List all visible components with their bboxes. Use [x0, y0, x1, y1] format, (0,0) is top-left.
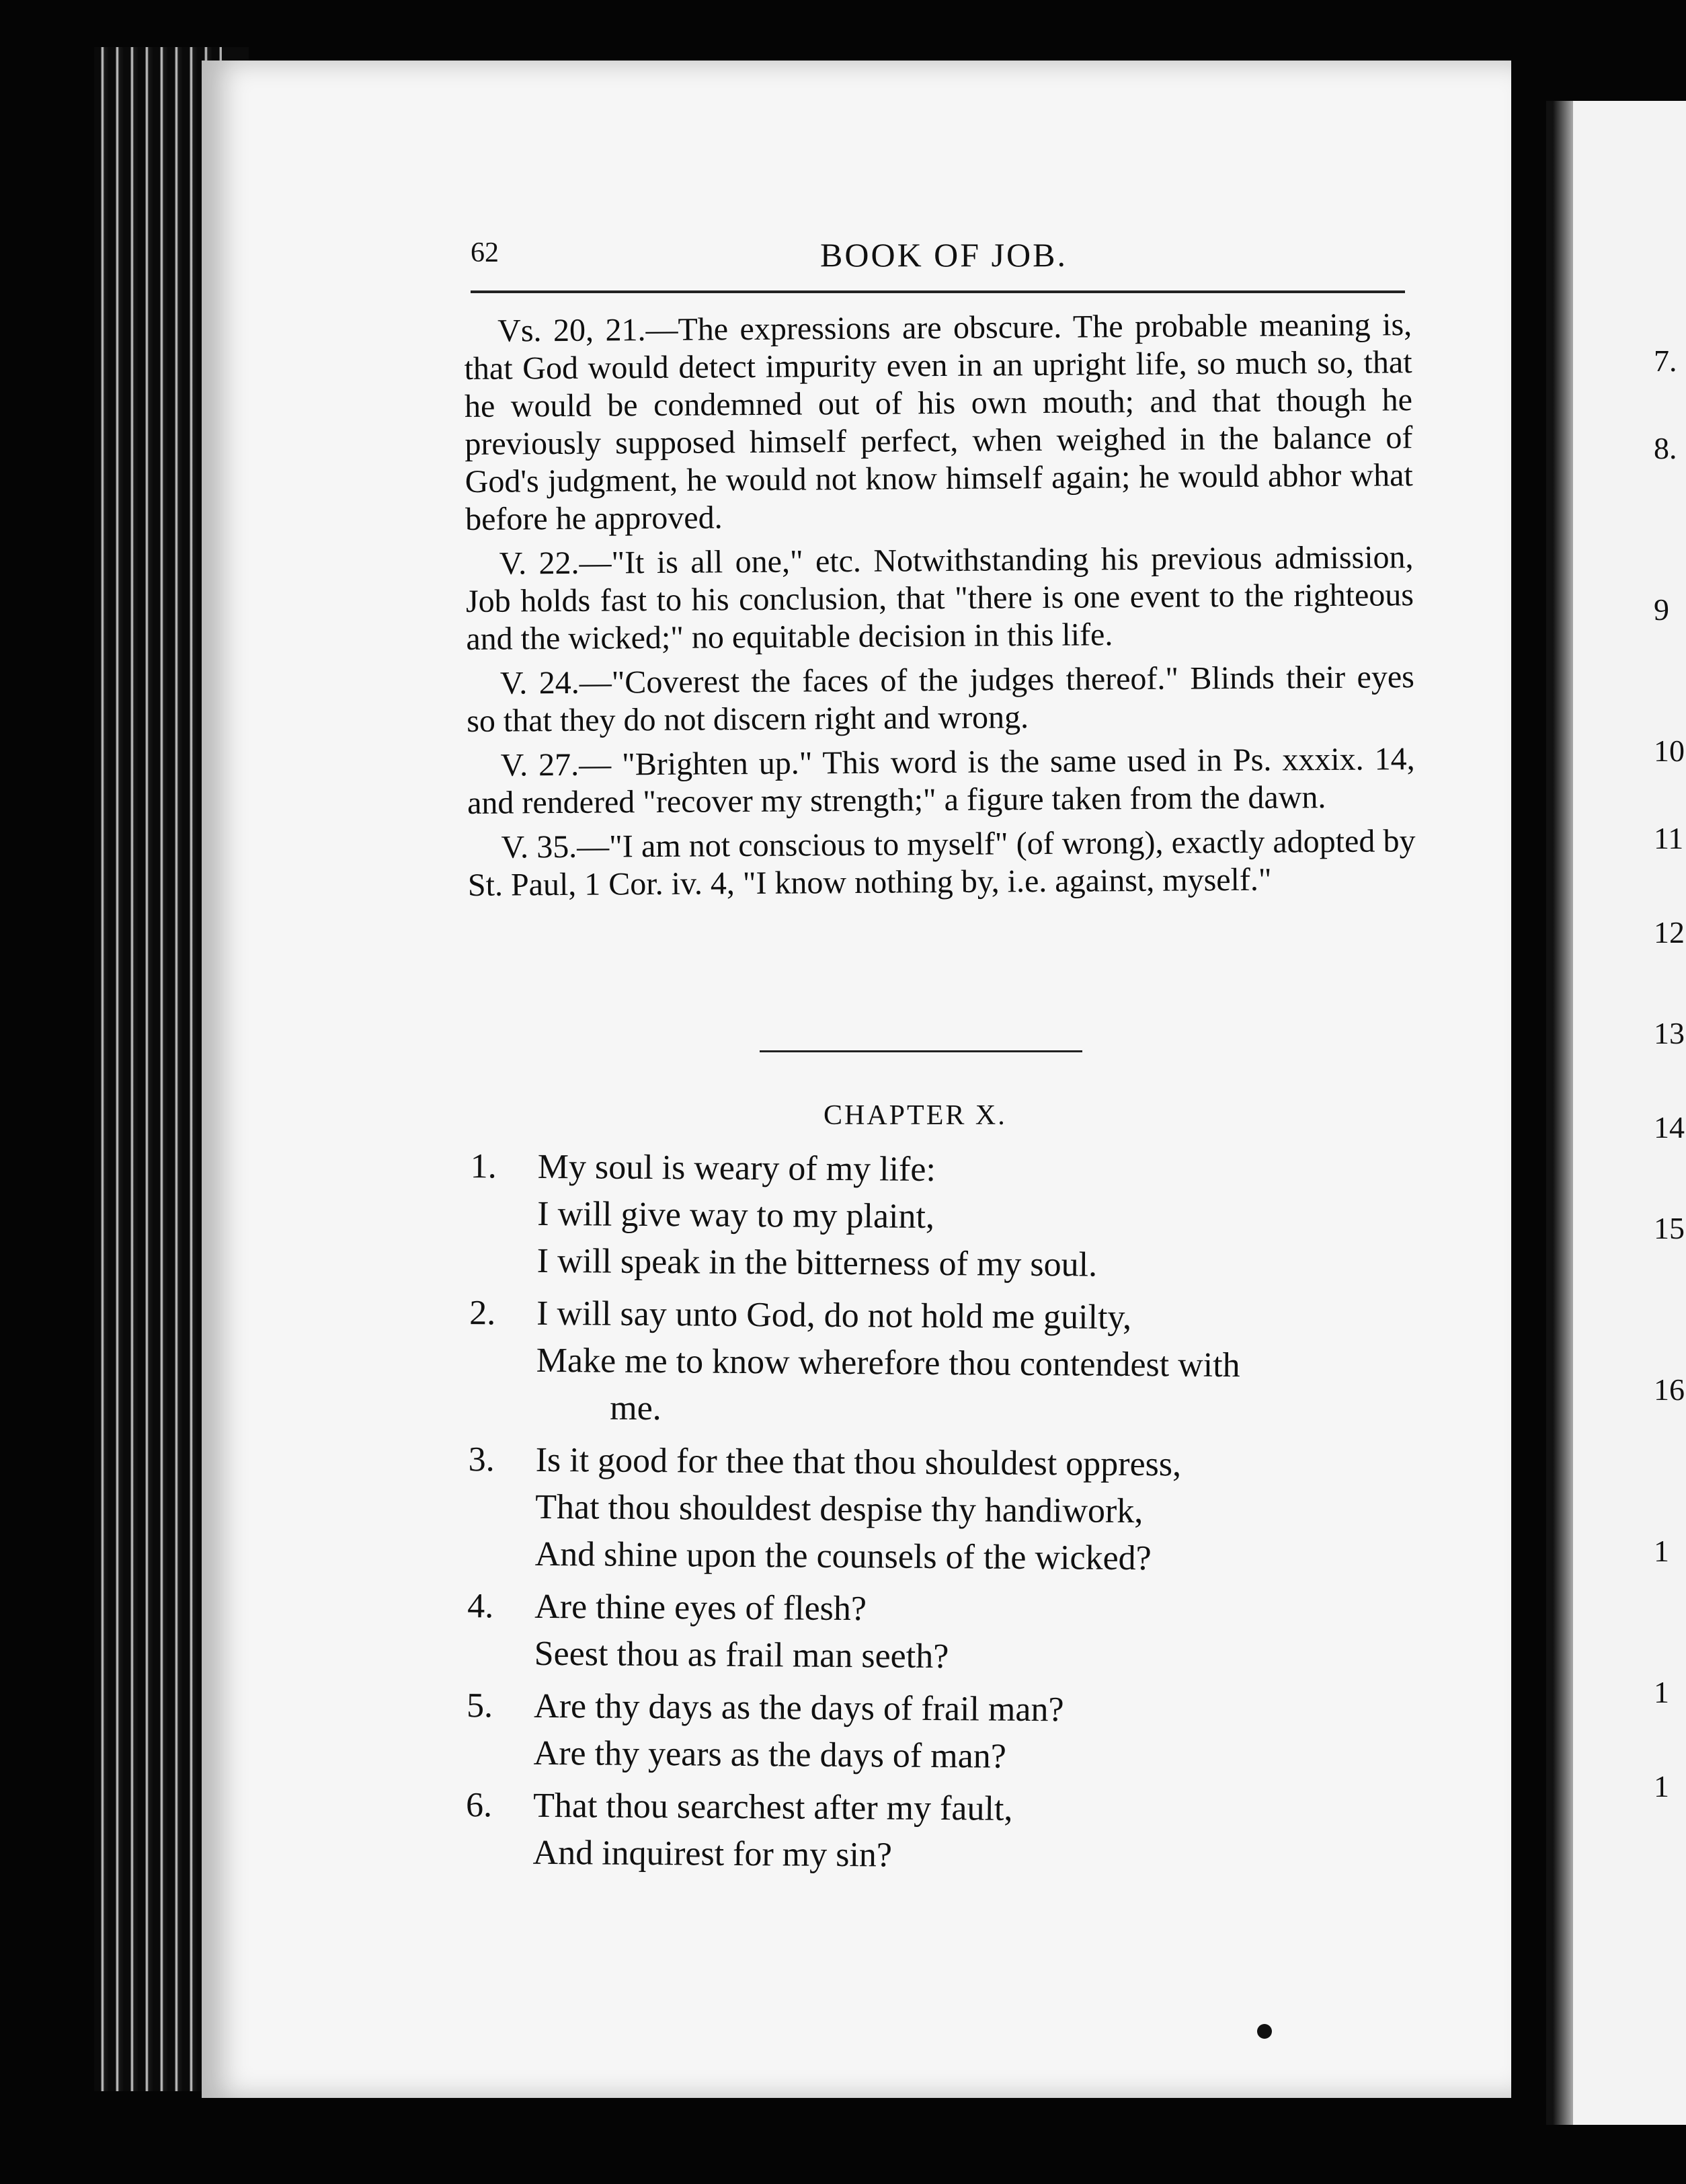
facing-verse-number: 10	[1654, 734, 1685, 768]
verse	[452, 1682, 1414, 1783]
chapter-verses	[452, 1143, 1418, 1888]
verse-line: My soul is weary of my life:	[537, 1147, 936, 1189]
facing-verse-number: 1	[1654, 1769, 1669, 1803]
verse-number: 6.	[465, 1786, 493, 1825]
facing-verse-number: 11	[1654, 821, 1684, 855]
facing-verse-number: 9	[1654, 592, 1669, 627]
section-divider	[760, 1050, 1082, 1052]
verse-line: That thou shouldest despise thy handiwork,	[535, 1487, 1143, 1531]
page-number: 62	[471, 237, 499, 268]
verse-line: Are thy years as the days of man?	[533, 1733, 1007, 1776]
chapter-heading: CHAPTER X.	[824, 1100, 1007, 1131]
facing-verse-number: 7.	[1654, 344, 1677, 378]
verse	[452, 1782, 1414, 1883]
verse-line: I will speak in the bitterness of my soul.	[536, 1241, 1098, 1284]
verse-number: 2.	[469, 1294, 496, 1333]
verse-line-continuation: me.	[610, 1389, 661, 1428]
verse-line: I will give way to my plaint,	[537, 1194, 935, 1236]
verse	[455, 1290, 1417, 1438]
facing-verse-number: 1	[1654, 1534, 1669, 1568]
verse-number: 4.	[467, 1587, 494, 1626]
running-header	[471, 237, 1405, 293]
ink-dot	[1257, 2024, 1272, 2039]
verse-line: Seest thou as frail man seeth?	[534, 1634, 949, 1676]
facing-verse-number: 8.	[1654, 431, 1677, 465]
gutter-shadow	[1546, 101, 1573, 2125]
verse-line: Are thy days as the days of frail man?	[533, 1686, 1064, 1729]
verse-number: 1.	[470, 1147, 497, 1186]
facing-verse-number: 15	[1654, 1211, 1685, 1245]
facing-verse-number: 1	[1654, 1675, 1669, 1709]
note-paragraph: V. 22.—"It is all one," etc. Notwithstanding his previous admission, Job holds fast to his conclusion, that "there is one event to the righteous and the wicked;" no equitable decision in this life.	[465, 539, 1414, 657]
running-title: BOOK OF JOB.	[820, 236, 1068, 274]
verse-number: 5.	[466, 1686, 493, 1725]
verse-line: And inquirest for my sin?	[532, 1833, 893, 1875]
note-paragraph: V. 27.— "Brighten up." This word is the same used in Ps. xxxix. 14, and rendered "recover my strength;" a figure taken from the dawn.	[467, 741, 1415, 821]
facing-verse-number: 14	[1654, 1110, 1685, 1144]
verse-number: 3.	[468, 1440, 495, 1479]
facing-verse-number: 16	[1654, 1372, 1685, 1407]
facing-verse-number: 13	[1654, 1016, 1685, 1050]
verse-line: And shine upon the counsels of the wicked?	[534, 1534, 1152, 1578]
note-paragraph: V. 24.—"Coverest the faces of the judges thereof." Blinds their eyes so that they do not discern right and wrong.	[467, 659, 1415, 739]
verse	[456, 1143, 1418, 1291]
verse-line: Make me to know wherefore thou contendest with	[536, 1341, 1240, 1385]
facing-verse-number: 12	[1654, 915, 1685, 949]
verse	[454, 1436, 1416, 1584]
note-paragraph: V. 35.—"I am not conscious to myself" (of wrong), exactly adopted by St. Paul, 1 Cor. iv. 4, "I know nothing by, i.e. against, myself."	[467, 823, 1416, 903]
commentary-notes	[464, 306, 1416, 911]
verse-line: I will say unto God, do not hold me guilty,	[536, 1294, 1132, 1337]
verse-line: Is it good for thee that thou shouldest oppress,	[535, 1440, 1182, 1484]
verse-line: Are thine eyes of flesh?	[534, 1587, 867, 1629]
note-paragraph: Vs. 20, 21.—The expressions are obscure. The probable meaning is, that God would detect impurity even in an upright life, so much so, that he would be condemned out of his own mouth; and that though he previously supposed himself perfect, when weighed in the balance of God's judgment, he would not know himself again; he would abhor what before he approved.	[464, 307, 1413, 537]
verse-line: That thou searchest after my fault,	[532, 1786, 1013, 1828]
verse	[453, 1583, 1415, 1684]
